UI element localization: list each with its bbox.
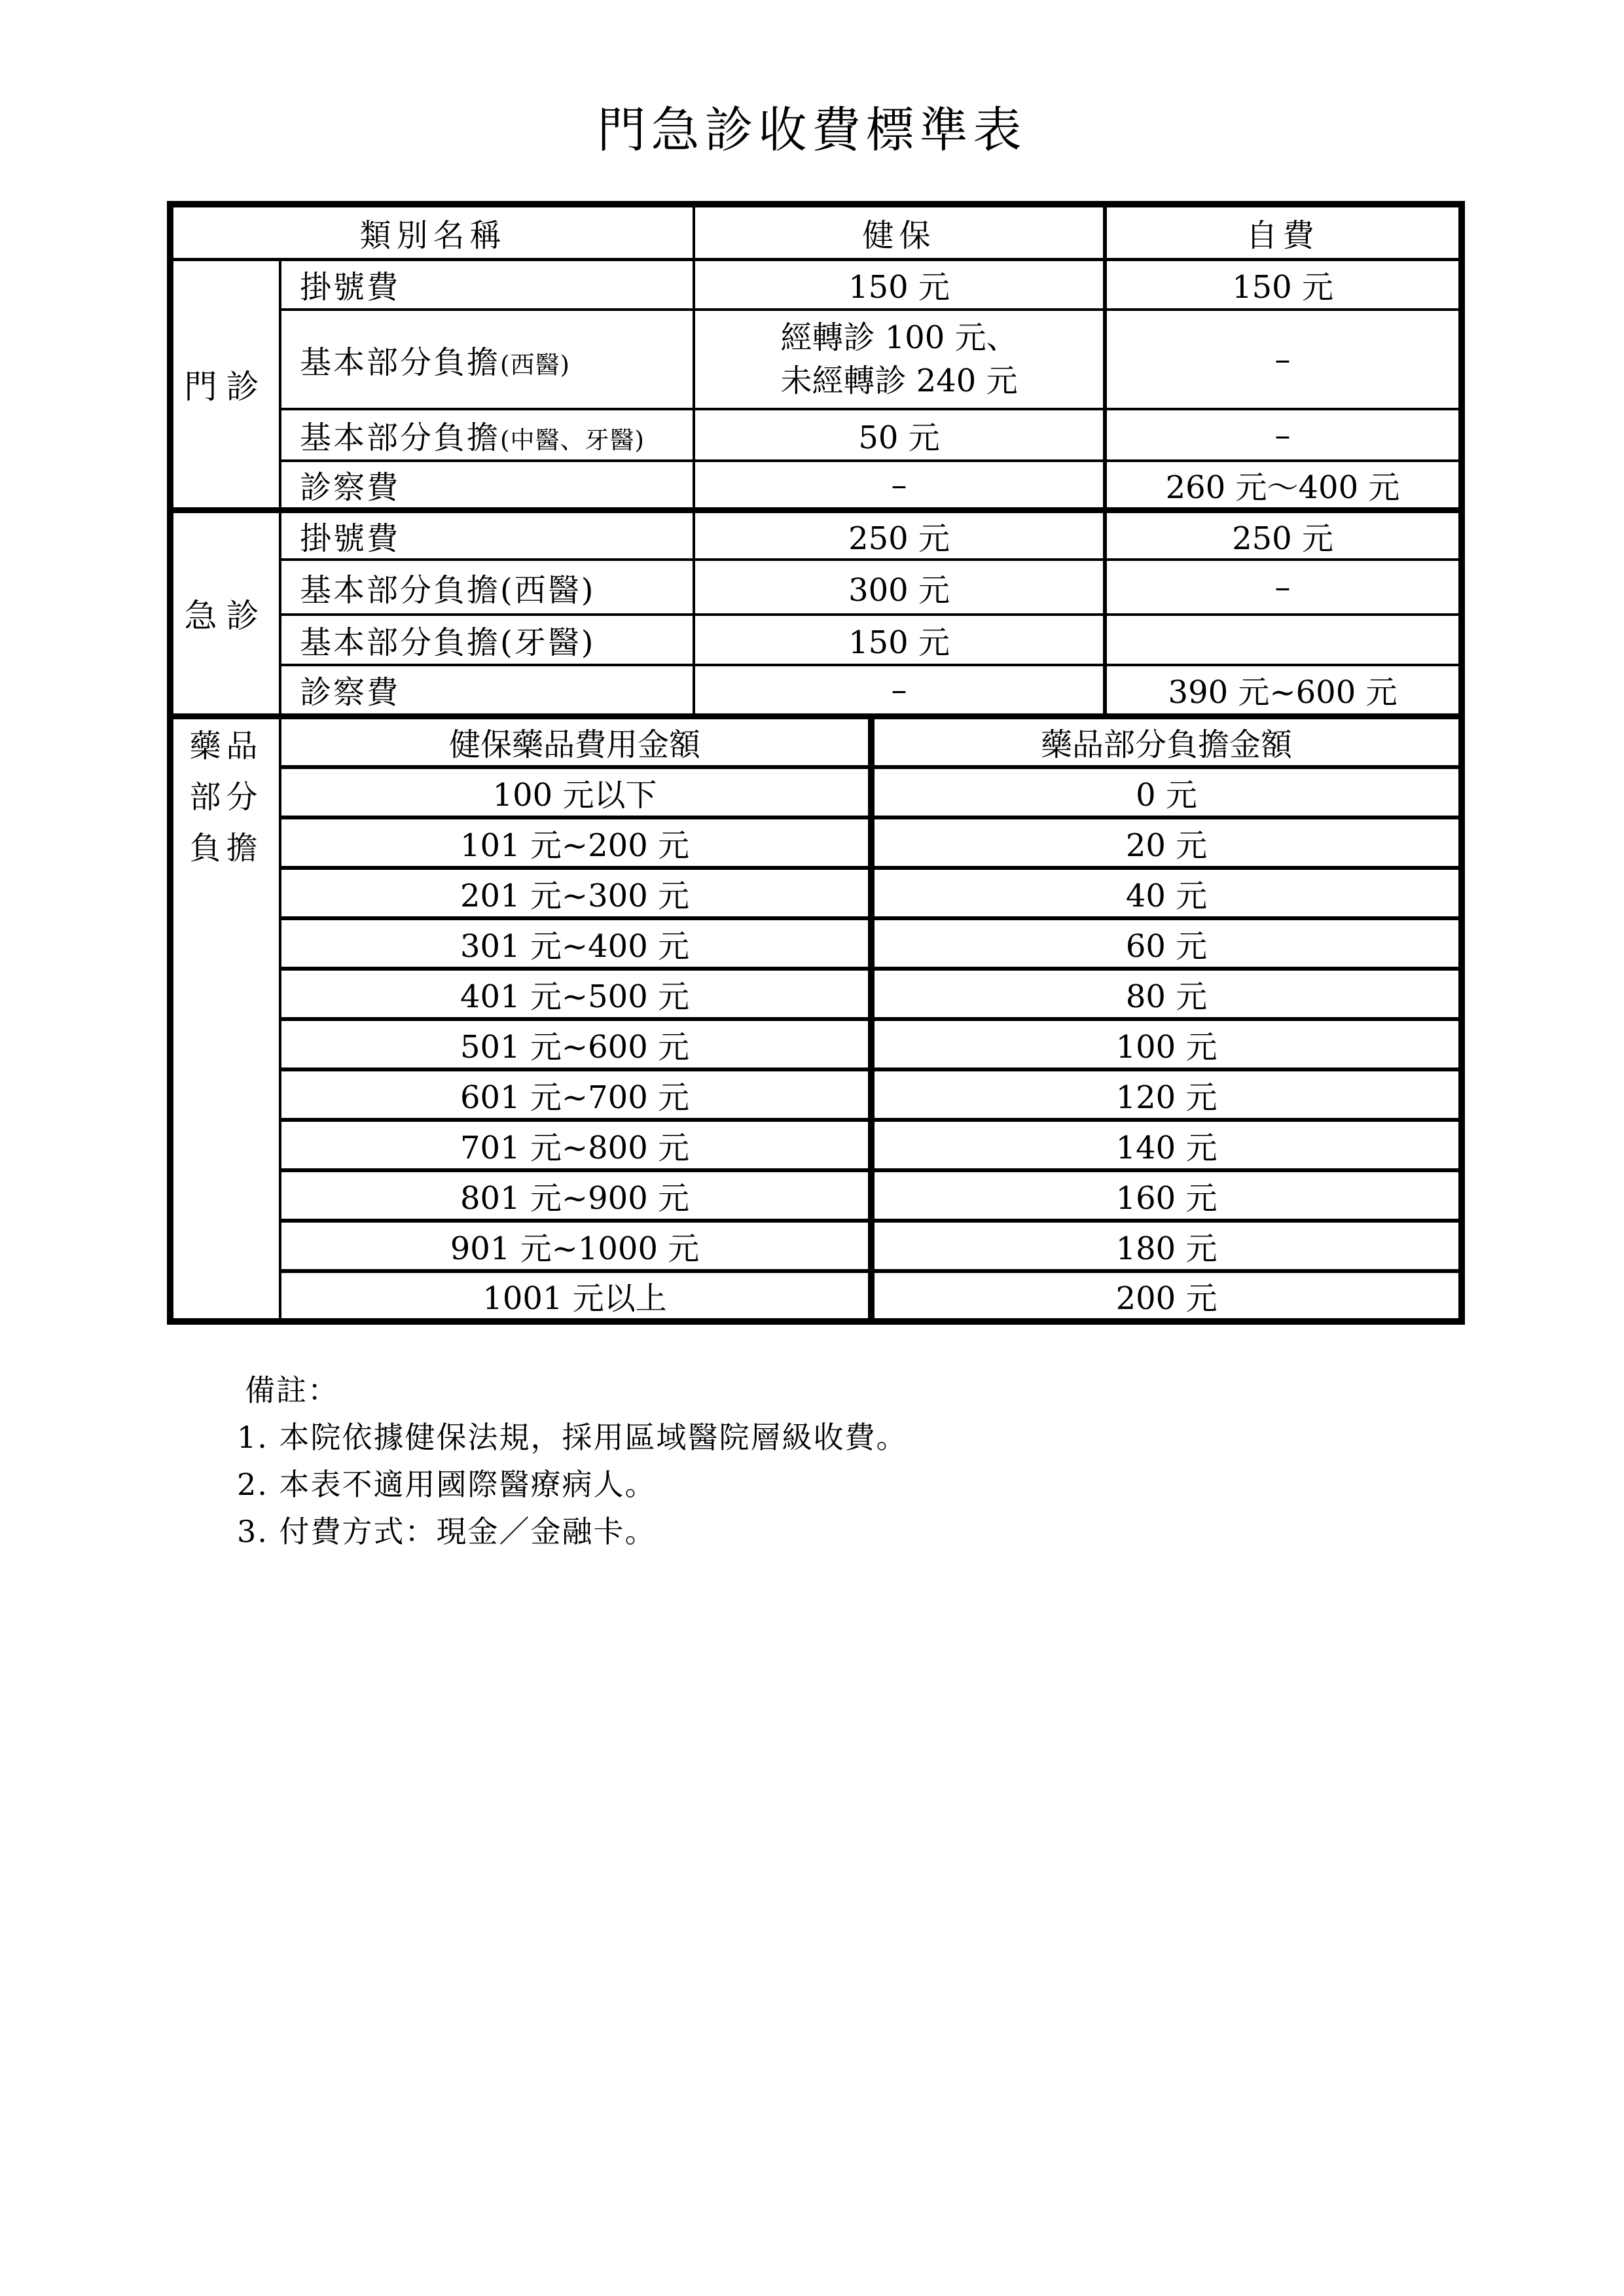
- table-header-row: [170, 204, 1462, 259]
- column-header-nhi: 健保: [694, 204, 1105, 259]
- drug-copay-value: 60 元: [871, 918, 1462, 969]
- drug-copay-value: 140 元: [871, 1120, 1462, 1170]
- table-row: [170, 461, 1462, 511]
- drug-copay-value: 160 元: [871, 1170, 1462, 1221]
- drug-cost-range: 801 元~900 元: [280, 1170, 871, 1221]
- drug-cost-range: 1001 元以上: [280, 1271, 871, 1321]
- section-label-line: 部分: [189, 778, 263, 816]
- item-label-sub: (中醫、牙醫): [500, 426, 645, 454]
- drug-copay-value: 40 元: [871, 868, 1462, 918]
- table-row: [170, 1120, 1462, 1170]
- selfpay-value: [1105, 615, 1462, 665]
- drug-cost-header: 健保藥品費用金額: [280, 716, 871, 767]
- item-label-sub: (西醫): [500, 350, 570, 379]
- column-header-selfpay: 自費: [1105, 204, 1462, 259]
- table-row: [170, 1221, 1462, 1271]
- item-label: [280, 409, 694, 461]
- section-label-drug-copay: [170, 716, 280, 1321]
- drug-copay-value: 180 元: [871, 1221, 1462, 1271]
- table-row: [170, 1170, 1462, 1221]
- table-row: [170, 817, 1462, 868]
- table-row: [170, 1271, 1462, 1321]
- drug-copay-value: 100 元: [871, 1019, 1462, 1069]
- drug-cost-range: 701 元~800 元: [280, 1120, 871, 1170]
- nhi-value: 50 元: [694, 409, 1105, 461]
- item-label: 診察費: [280, 461, 694, 511]
- nhi-value: 300 元: [694, 560, 1105, 615]
- fee-table: [167, 201, 1465, 1325]
- drug-cost-range: 100 元以下: [280, 767, 871, 817]
- drug-copay-value: 0 元: [871, 767, 1462, 817]
- drug-copay-value: 20 元: [871, 817, 1462, 868]
- table-row: [170, 665, 1462, 716]
- nhi-value: –: [694, 665, 1105, 716]
- table-row: [170, 767, 1462, 817]
- drug-cost-range: 901 元~1000 元: [280, 1221, 871, 1271]
- section-label-line: 負擔: [189, 829, 263, 867]
- table-row: [170, 615, 1462, 665]
- note-item: 1. 本院依據健保法規，採用區域醫院層級收費。: [237, 1420, 908, 1455]
- drug-copay-header: 藥品部分負擔金額: [871, 716, 1462, 767]
- nhi-value: –: [694, 461, 1105, 511]
- drug-cost-range: 201 元~300 元: [280, 868, 871, 918]
- item-label: [280, 310, 694, 409]
- table-row: [170, 310, 1462, 409]
- drug-cost-range: 101 元~200 元: [280, 817, 871, 868]
- selfpay-value: –: [1105, 409, 1462, 461]
- note-item: 2. 本表不適用國際醫療病人。: [237, 1467, 657, 1502]
- table-row: [170, 918, 1462, 969]
- drug-cost-range: 501 元~600 元: [280, 1019, 871, 1069]
- column-header-category: 類別名稱: [170, 204, 694, 259]
- selfpay-value: –: [1105, 560, 1462, 615]
- item-label: 基本部分負擔(西醫): [280, 560, 694, 615]
- nhi-value: 250 元: [694, 511, 1105, 560]
- nhi-value-line2: 未經轉診 240 元: [780, 363, 1018, 399]
- section-label-line: 藥品: [189, 727, 263, 764]
- table-row: [170, 716, 1462, 767]
- table-row: [170, 969, 1462, 1019]
- nhi-value-line1: 經轉診 100 元、: [780, 319, 1018, 356]
- selfpay-value: 250 元: [1105, 511, 1462, 560]
- table-row: [170, 1069, 1462, 1120]
- section-label-outpatient: 門診: [170, 259, 280, 511]
- item-label: 基本部分負擔(牙醫): [280, 615, 694, 665]
- item-label: 掛號費: [280, 259, 694, 310]
- table-row: [170, 868, 1462, 918]
- nhi-value: 150 元: [694, 259, 1105, 310]
- notes-block: [237, 1367, 908, 1555]
- page-title: 門急診收費標準表: [597, 102, 1027, 158]
- drug-copay-value: 200 元: [871, 1271, 1462, 1321]
- drug-cost-range: 301 元~400 元: [280, 918, 871, 969]
- nhi-value: 150 元: [694, 615, 1105, 665]
- table-row: [170, 409, 1462, 461]
- section-label-emergency: 急診: [170, 511, 280, 717]
- item-label-main: 基本部分負擔: [300, 344, 501, 381]
- table-row: [170, 259, 1462, 310]
- selfpay-value: 150 元: [1105, 259, 1462, 310]
- drug-cost-range: 401 元~500 元: [280, 969, 871, 1019]
- table-row: [170, 511, 1462, 560]
- selfpay-value: 390 元~600 元: [1105, 665, 1462, 716]
- note-item: 3. 付費方式：現金／金融卡。: [237, 1514, 657, 1549]
- drug-copay-value: 80 元: [871, 969, 1462, 1019]
- item-label-main: 基本部分負擔: [300, 420, 501, 456]
- selfpay-value: 260 元～400 元: [1105, 461, 1462, 511]
- nhi-value: [694, 310, 1105, 409]
- selfpay-value: –: [1105, 310, 1462, 409]
- table-row: [170, 560, 1462, 615]
- notes-heading: 備註：: [245, 1372, 339, 1408]
- item-label: 掛號費: [280, 511, 694, 560]
- table-row: [170, 1019, 1462, 1069]
- drug-cost-range: 601 元~700 元: [280, 1069, 871, 1120]
- item-label: 診察費: [280, 665, 694, 716]
- drug-copay-value: 120 元: [871, 1069, 1462, 1120]
